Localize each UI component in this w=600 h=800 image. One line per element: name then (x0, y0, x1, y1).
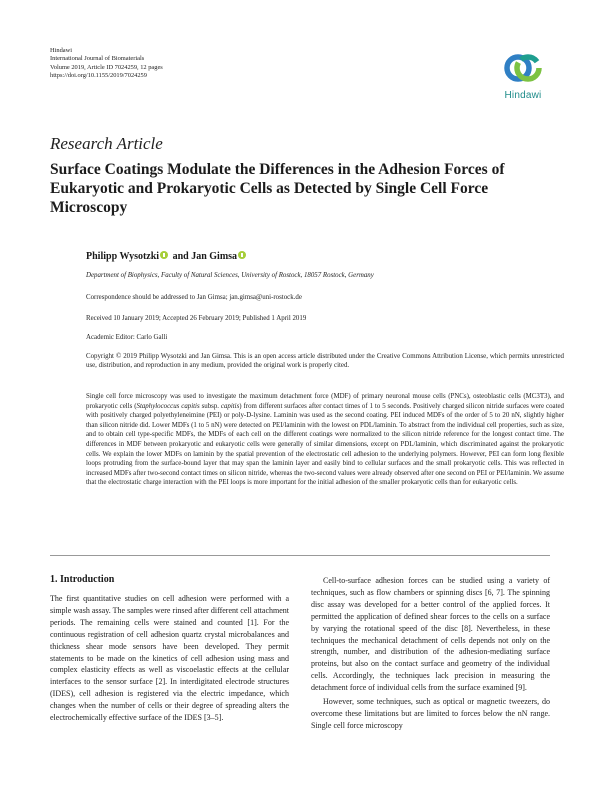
section-divider (50, 555, 550, 556)
doi-link[interactable]: https://doi.org/10.1155/2019/7024259 (50, 72, 147, 80)
author-connector: and (172, 251, 189, 262)
copyright-notice: Copyright © 2019 Philipp Wysotzki and Jan Gimsa. This is an open access article distributed under the Creative Commons Attribution License, which permits unrestricted use, distribution, and reproduction in any medium, provided the original work is properly cited. (86, 353, 564, 370)
abstract-text: Single cell force microscopy was used to investigate the maximum detachment force (MDF) of primary neuronal mouse cells (PNCs), osteoblastic cells (MC3T3), and prokaryotic cells ( (86, 393, 564, 410)
paragraph: The first quantitative studies on cell adhesion were performed with a simple wash assay. The samples were rinsed after different cell attachment periods. The remaining cells were stained and counted [1]. For the continuous registration of cell adhesion quartz crystal microbalances and thickness shear mode sensors have been developed. They permit statements to be made on the kinetics of cell adhesion using mass and complex elasticity effects as well as viscoelastic effects at the cellular interfaces to the sensor surface [2]. In interdigitated electrode structures (IDES), cell adhesion is registered via the electric impedance, which changes when the number of cells or their degree of spreading alters the electrochemically effective surface of the IDES [3–5]. (50, 594, 289, 723)
paragraph: However, some techniques, such as optical or magnetic tweezers, do overcome these limitations but are limited to forces below the nN range. Single cell force microscopy (311, 697, 550, 730)
abstract-species: Staphylococcus capitis (136, 402, 200, 410)
author-list (86, 251, 248, 262)
journal-header (50, 47, 163, 81)
body-column-right (311, 575, 550, 732)
article-title: Surface Coatings Modulate the Differences in the Adhesion Forces of Eukaryotic and Prokaryotic Cells as Detected by Single Cell Force Microscopy (50, 161, 505, 216)
paragraph: Cell-to-surface adhesion forces can be studied using a variety of techniques, such as flow chambers or spinning discs [6, 7]. The spinning disc assay was developed for a better control of the applied forces. It permitted the application of defined shear forces to the cells on a surface by varying the rotational speed of the disc [8]. Nevertheless, in these techniques the mechanical detachment of cells depends not only on the strength, number, and distribution of the adhesion-mediating surface proteins, but also on the contact surface and geometry of the individual cells. Accordingly, the techniques lack precision in measuring the detachment force of individual cells from the surface examined [9]. (311, 576, 550, 693)
abstract-subspecies: capitis (220, 402, 240, 410)
author-name[interactable]: Jan Gimsa (191, 251, 238, 262)
hindawi-logo-icon (503, 48, 543, 88)
author-name[interactable]: Philipp Wysotzki (86, 251, 160, 262)
abstract-text: subsp. (199, 402, 221, 410)
academic-editor: Academic Editor: Carlo Galli (86, 334, 168, 341)
abstract (86, 392, 564, 488)
publication-dates: Received 10 January 2019; Accepted 26 February 2019; Published 1 April 2019 (86, 315, 307, 322)
section-heading: 1. Introduction (50, 574, 115, 585)
hindawi-logo (497, 48, 549, 102)
journal-name: International Journal of Biomaterials (50, 55, 145, 63)
body-column-left (50, 593, 289, 724)
publisher-name: Hindawi (50, 47, 73, 54)
abstract-text: ) from different surfaces after contact times of 1 to 5 seconds. Positively charged silicon nitride surfaces were coated with positively charged polyethyleneimine (PEI) or poly-D-lysine. Laminin was used as the second coating. PEI induced MDFs of the order of 5 to 20 nN, slightly higher than silicon nitride did. Lower MDFs (1 to 5 nN) were detected on PEI/laminin with the lowest on PDL/laminin. To abstract from the individual cell properties, such as size, and to obtain cell type-specific MDFs, the MDFs of each cell on the different coatings were normalized to the silicon nitride reference for the longest contact time. The differences in MDF between prokaryotic and eukaryotic cells were generally of similar dimensions, except on PDL/laminin, which discriminated against the prokaryotic cells. We explain the lower MDFs on laminin by the spatial prevention of the electrostatic cell adhesion to the underlying polymers. However, PEI can form long flexible loops protruding from the surface-bound layer that may span the laminin layer and easily bind to cellular surfaces and the small prokaryotic cells. This was reflected in increased MDFs after two-second contact times on silicon nitride, whereas the two-second values were already observed after one second on PEI or PEI/laminin. We assume that the electrostatic charge interaction with the PEI loops is more important for the initial adhesion of the smaller prokaryotic cells than for eukaryotic cells. (86, 402, 564, 487)
correspondence: Correspondence should be addressed to Jan Gimsa; jan.gimsa@uni-rostock.de (86, 294, 302, 301)
orcid-icon[interactable] (160, 251, 168, 259)
article-type: Research Article (50, 134, 163, 153)
logo-wordmark: Hindawi (504, 90, 542, 101)
affiliation: Department of Biophysics, Faculty of Natural Sciences, University of Rostock, 18057 Rostock, Germany (86, 272, 374, 279)
orcid-icon[interactable] (238, 251, 246, 259)
volume-info: Volume 2019, Article ID 7024259, 12 pages (50, 63, 163, 71)
